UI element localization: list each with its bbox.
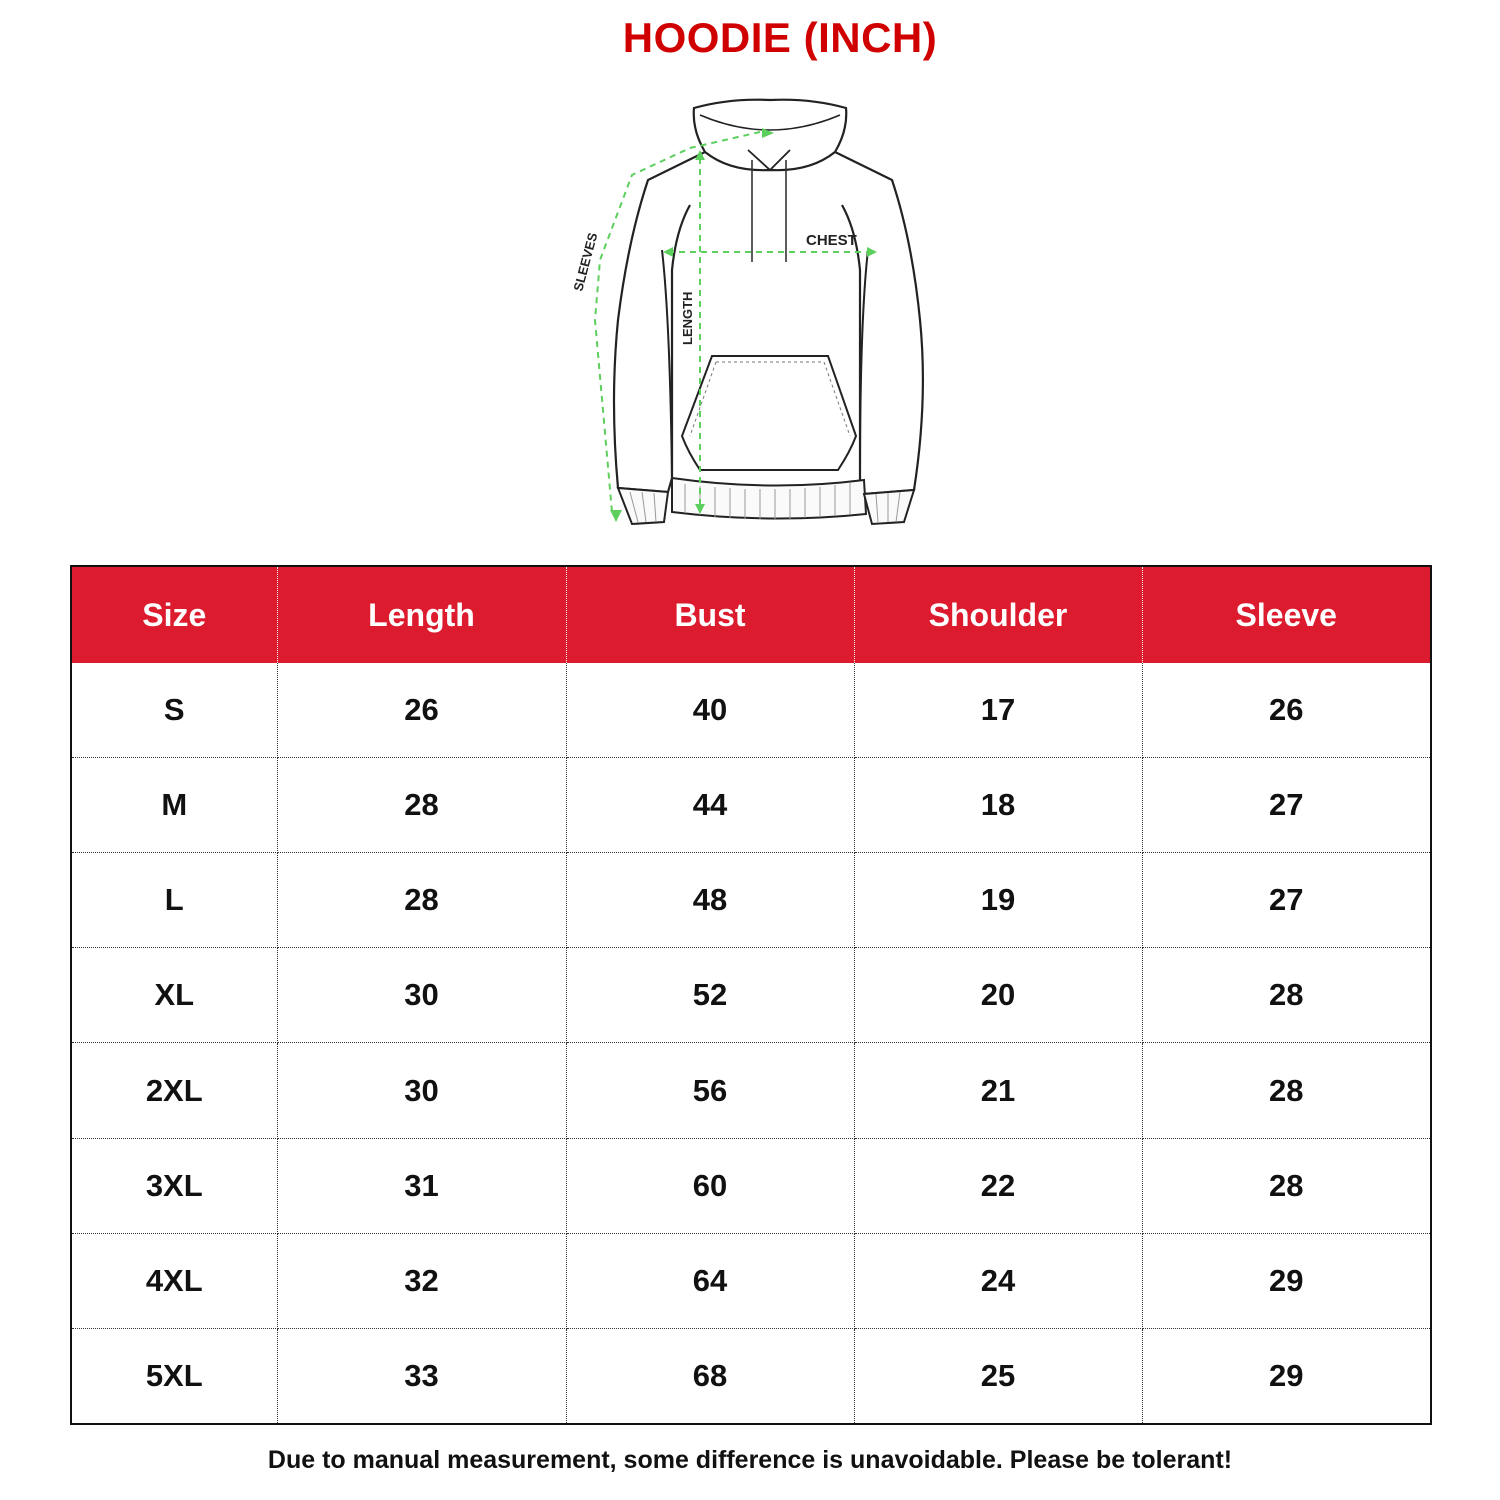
hoodie-illustration	[560, 90, 940, 540]
cell-sleeve: 28	[1142, 1043, 1431, 1138]
measurement-disclaimer: Due to manual measurement, some difference is unavoidable. Please be tolerant!	[267, 1446, 1233, 1474]
cell-size: 2XL	[71, 1043, 277, 1138]
hood-outline	[694, 100, 847, 171]
cell-bust: 56	[566, 1043, 854, 1138]
waistband	[672, 478, 866, 519]
cell-size: XL	[71, 948, 277, 1043]
size-chart-table	[70, 565, 1432, 1425]
header-size: Size	[71, 566, 277, 663]
table-row	[71, 1233, 1431, 1328]
hoodie-measurement-diagram	[560, 90, 940, 540]
cell-sleeve: 27	[1142, 853, 1431, 948]
cell-bust: 40	[566, 663, 854, 758]
page-title: HOODIE (INCH)	[622, 14, 938, 61]
hoodie-outline	[614, 152, 923, 494]
cell-shoulder: 19	[854, 853, 1142, 948]
cell-shoulder: 22	[854, 1138, 1142, 1233]
cell-length: 26	[277, 663, 566, 758]
cell-shoulder: 21	[854, 1043, 1142, 1138]
table-row	[71, 853, 1431, 948]
cell-length: 32	[277, 1233, 566, 1328]
cell-size: 5XL	[71, 1328, 277, 1424]
cell-bust: 52	[566, 948, 854, 1043]
table-row	[71, 758, 1431, 853]
sleeves-measure-line	[595, 132, 760, 512]
cell-size: L	[71, 853, 277, 948]
header-bust: Bust	[566, 566, 854, 663]
cell-shoulder: 17	[854, 663, 1142, 758]
cell-shoulder: 24	[854, 1233, 1142, 1328]
cell-size: S	[71, 663, 277, 758]
cell-length: 28	[277, 758, 566, 853]
sleeves-label: SLEEVES	[570, 230, 601, 293]
header-length: Length	[277, 566, 566, 663]
cell-bust: 68	[566, 1328, 854, 1424]
cell-bust: 60	[566, 1138, 854, 1233]
cell-length: 31	[277, 1138, 566, 1233]
length-label: LENGTH	[680, 291, 695, 345]
cell-sleeve: 29	[1142, 1233, 1431, 1328]
cell-bust: 48	[566, 853, 854, 948]
cell-sleeve: 26	[1142, 663, 1431, 758]
table-header-row	[71, 566, 1431, 663]
cell-sleeve: 28	[1142, 948, 1431, 1043]
cell-sleeve: 28	[1142, 1138, 1431, 1233]
header-sleeve: Sleeve	[1142, 566, 1431, 663]
cell-length: 33	[277, 1328, 566, 1424]
cuff-right	[864, 490, 914, 524]
cuff-left	[618, 488, 668, 524]
torso-outline	[662, 250, 868, 478]
cell-sleeve: 27	[1142, 758, 1431, 853]
cell-bust: 64	[566, 1233, 854, 1328]
table-row	[71, 663, 1431, 758]
cell-bust: 44	[566, 758, 854, 853]
table-row	[71, 1043, 1431, 1138]
header-shoulder: Shoulder	[854, 566, 1142, 663]
cell-size: 4XL	[71, 1233, 277, 1328]
chest-label: CHEST	[806, 232, 857, 249]
cell-shoulder: 18	[854, 758, 1142, 853]
cell-length: 30	[277, 948, 566, 1043]
cell-sleeve: 29	[1269, 1357, 1304, 1393]
cell-length: 30	[277, 1043, 566, 1138]
cell-size: 3XL	[71, 1138, 277, 1233]
table-row	[71, 1138, 1431, 1233]
cell-size: M	[71, 758, 277, 853]
table-row	[71, 948, 1431, 1043]
table-row	[71, 1328, 1431, 1424]
cell-shoulder: 25	[854, 1328, 1142, 1424]
cell-length: 28	[277, 853, 566, 948]
cell-shoulder: 20	[854, 948, 1142, 1043]
kangaroo-pocket	[682, 356, 856, 470]
